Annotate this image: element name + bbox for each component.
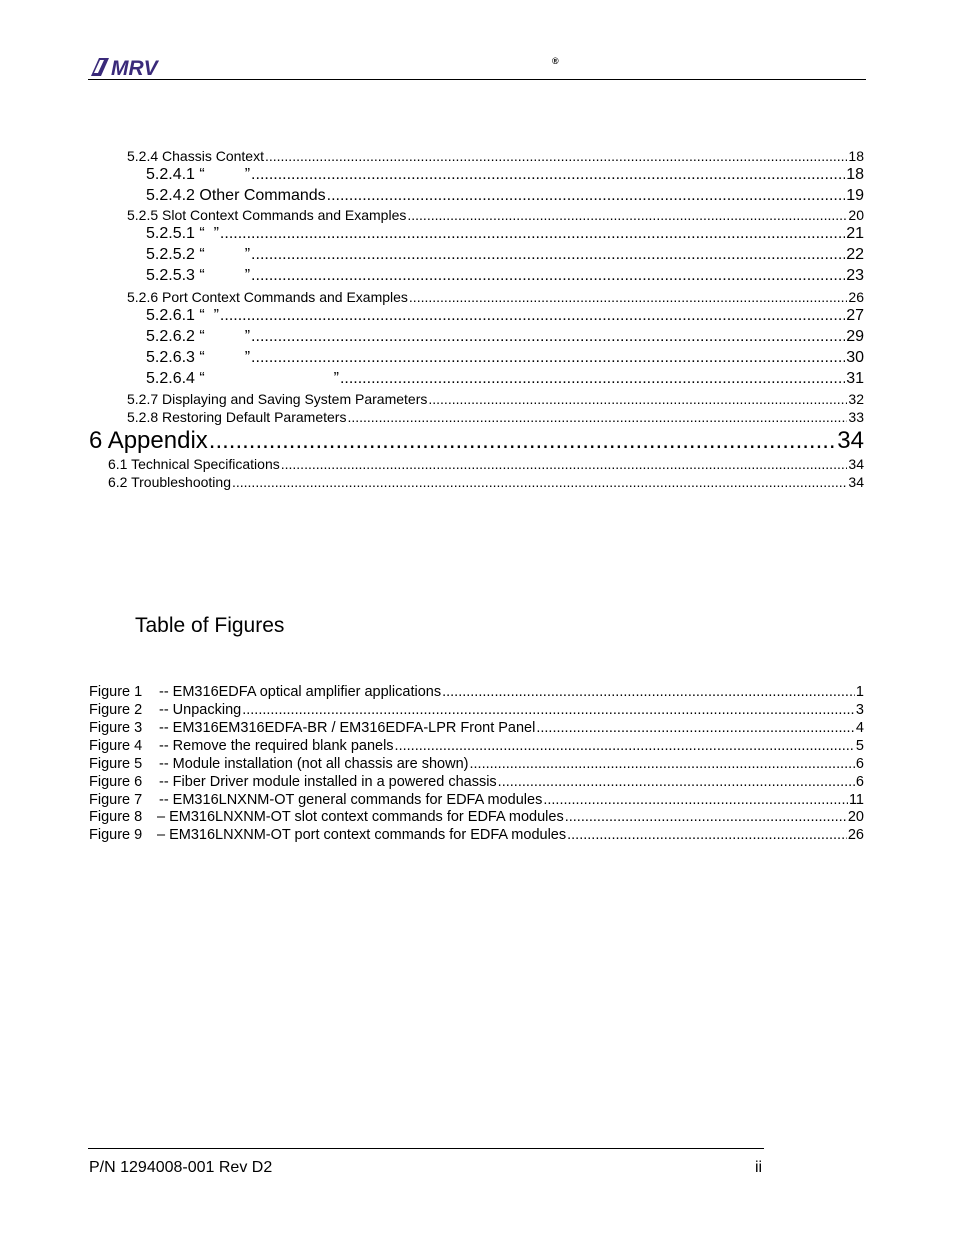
leader-dots <box>536 719 855 737</box>
leader-dots <box>340 369 845 389</box>
toc-entry[interactable] <box>108 455 864 473</box>
toc-entry-page: 26 <box>848 289 864 305</box>
toc-entry-page: 32 <box>848 391 864 407</box>
toc-entry-page: 34 <box>848 474 864 490</box>
figure-page: 6 <box>855 756 864 772</box>
figure-entry[interactable] <box>89 719 864 737</box>
leader-dots <box>407 206 847 224</box>
figure-page: 1 <box>855 684 864 700</box>
leader-dots <box>565 808 847 826</box>
toc-entry[interactable] <box>146 369 864 389</box>
figure-caption: – EM316LNXNM-OT slot context commands for EDFA modules <box>157 809 564 825</box>
part-number: P/N 1294008-001 Rev D2 <box>89 1159 273 1176</box>
toc-entry-label: 5.2.6.2 “ ” <box>146 328 251 345</box>
figure-entry[interactable] <box>89 737 864 755</box>
figure-page: 4 <box>855 720 864 736</box>
toc-entry-label: 6.2 Troubleshooting <box>108 474 231 490</box>
toc-entry-page: 34 <box>848 456 864 472</box>
toc-entry-label: 5.2.4 Chassis Context <box>127 148 264 164</box>
leader-dots <box>327 186 846 206</box>
leader-dots <box>209 427 837 455</box>
leader-dots <box>251 348 845 368</box>
figure-caption: -- Fiber Driver module installed in a powered chassis <box>159 774 497 790</box>
figure-number: Figure 8 <box>89 809 143 825</box>
toc-entry-page: 18 <box>848 148 864 164</box>
leader-dots <box>220 306 845 326</box>
figure-entry[interactable] <box>89 701 864 719</box>
header-rule <box>88 79 866 80</box>
footer-rule <box>88 1148 764 1149</box>
leader-dots <box>567 826 847 844</box>
page-number: ii <box>755 1159 763 1176</box>
toc-entry-label: 5.2.5.1 “ ” <box>146 225 219 242</box>
toc-entry-label: 5.2.5 Slot Context Commands and Examples <box>127 207 407 223</box>
toc-entry[interactable] <box>108 473 864 491</box>
toc-entry-label: 5.2.4.1 “ ” <box>146 166 251 183</box>
figure-entry[interactable] <box>89 683 864 701</box>
leader-dots <box>409 288 848 306</box>
figure-caption: -- Remove the required blank panels <box>159 738 394 754</box>
toc-entry[interactable] <box>127 147 864 165</box>
toc-entry-page: 23 <box>846 267 864 284</box>
figure-entry[interactable] <box>89 755 864 773</box>
table-of-figures-title: Table of Figures <box>135 614 285 637</box>
figure-caption: -- EM316EDFA optical amplifier applications <box>159 684 442 700</box>
leader-dots <box>251 165 845 185</box>
toc-entry[interactable] <box>146 348 864 368</box>
leader-dots <box>543 791 848 809</box>
toc-entry[interactable] <box>146 245 864 265</box>
toc-entry[interactable] <box>146 266 864 286</box>
svg-text:MRV: MRV <box>111 57 158 77</box>
toc-entry-page: 18 <box>846 166 864 183</box>
figure-number: Figure 5 <box>89 756 143 772</box>
leader-dots <box>395 737 855 755</box>
figure-page: 5 <box>855 738 864 754</box>
mrv-logo <box>89 57 173 77</box>
figure-entry[interactable] <box>89 773 864 791</box>
toc-entry-page: 30 <box>846 349 864 366</box>
leader-dots <box>251 266 845 286</box>
leader-dots <box>232 473 847 491</box>
figure-page: 11 <box>848 792 864 808</box>
toc-entry-label: 5.2.6 Port Context Commands and Examples <box>127 289 408 305</box>
toc-entry[interactable] <box>127 206 864 224</box>
toc-entry-label: 5.2.6.3 “ ” <box>146 349 251 366</box>
toc-entry-page: 22 <box>846 246 864 263</box>
toc-entry[interactable] <box>146 224 864 244</box>
leader-dots <box>469 755 854 773</box>
toc-entry[interactable] <box>127 288 864 306</box>
figure-page: 26 <box>847 827 864 843</box>
leader-dots <box>265 147 847 165</box>
figure-number: Figure 7 <box>89 792 143 808</box>
figure-caption: -- EM316LNXNM-OT general commands for EDFA modules <box>159 792 543 808</box>
figure-entry[interactable] <box>89 808 864 826</box>
figure-number: Figure 6 <box>89 774 143 790</box>
toc-entry[interactable] <box>127 408 864 426</box>
toc-entry-page: 29 <box>846 328 864 345</box>
figure-page: 20 <box>847 809 864 825</box>
toc-entry-label: 5.2.8 Restoring Default Parameters <box>127 409 347 425</box>
toc-entry-page: 33 <box>848 409 864 425</box>
figure-number: Figure 9 <box>89 827 143 843</box>
leader-dots <box>220 224 845 244</box>
figure-caption: – EM316LNXNM-OT port context commands for EDFA modules <box>157 827 567 843</box>
toc-entry-page: 19 <box>846 187 864 204</box>
toc-entry-page: 34 <box>837 427 864 454</box>
figure-caption: -- Module installation (not all chassis are shown) <box>159 756 469 772</box>
leader-dots <box>251 245 845 265</box>
leader-dots <box>251 327 845 347</box>
figure-caption: -- Unpacking <box>159 702 242 718</box>
figure-number: Figure 1 <box>89 684 143 700</box>
leader-dots <box>242 701 855 719</box>
leader-dots <box>347 408 847 426</box>
figure-entry[interactable] <box>89 791 864 809</box>
toc-entry[interactable] <box>146 306 864 326</box>
toc-entry[interactable] <box>146 186 864 206</box>
figure-entry[interactable] <box>89 826 864 844</box>
toc-entry-label: 5.2.6.4 “ ” <box>146 370 339 387</box>
figure-page: 6 <box>855 774 864 790</box>
toc-entry-label: 6 Appendix <box>89 427 208 454</box>
toc-entry-label: 5.2.6.1 “ ” <box>146 307 219 324</box>
figure-caption: -- EM316EM316EDFA-BR / EM316EDFA-LPR Front Panel <box>159 720 536 736</box>
registered-mark: ® <box>552 56 559 66</box>
toc-entry-label: 5.2.7 Displaying and Saving System Parameters <box>127 391 428 407</box>
toc-entry-label: 5.2.5.3 “ ” <box>146 267 251 284</box>
toc-entry-page: 20 <box>848 207 864 223</box>
figure-page: 3 <box>855 702 864 718</box>
toc-entry[interactable] <box>146 165 864 185</box>
leader-dots <box>442 683 855 701</box>
toc-entry[interactable] <box>146 327 864 347</box>
leader-dots <box>498 773 855 791</box>
figure-number: Figure 4 <box>89 738 143 754</box>
toc-entry[interactable] <box>127 390 864 408</box>
figure-number: Figure 2 <box>89 702 143 718</box>
figure-number: Figure 3 <box>89 720 143 736</box>
toc-entry-chapter[interactable] <box>89 427 864 455</box>
toc-entry-page: 31 <box>846 370 864 387</box>
toc-entry-page: 21 <box>846 225 864 242</box>
toc-entry-page: 27 <box>846 307 864 324</box>
toc-entry-label: 5.2.5.2 “ ” <box>146 246 251 263</box>
leader-dots <box>428 390 847 408</box>
toc-entry-label: 5.2.4.2 Other Commands <box>146 187 326 204</box>
toc-entry-label: 6.1 Technical Specifications <box>108 456 280 472</box>
leader-dots <box>281 455 848 473</box>
